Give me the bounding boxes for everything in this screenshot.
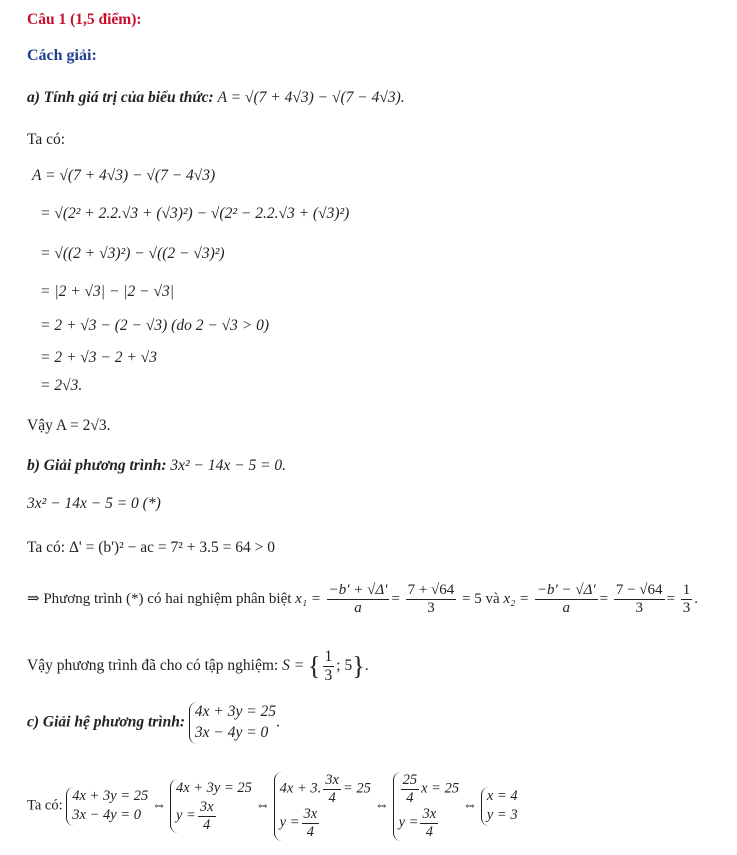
x1-fraction-2	[406, 582, 457, 618]
final-y: y = 3	[486, 807, 518, 824]
x2-fraction-2	[614, 582, 665, 618]
x1-label: x₁ =	[295, 591, 321, 608]
solution-numerator: 1	[324, 648, 333, 665]
part-b-roots-intro: ⇒ Phương trình (*) có hai nghiệm phân biệt	[27, 591, 292, 608]
x1-numerator: −b' + √Δ'	[327, 582, 390, 600]
solution-label: Cách giải:	[27, 47, 97, 64]
step-2-system	[170, 779, 252, 833]
part-a-step-4: = |2 + √3| − |2 − √3|	[40, 283, 175, 300]
step-1-system	[66, 787, 148, 826]
step-1-eq-2: 3x − 4y = 0	[72, 807, 141, 824]
x1-numerator-2: 7 + √64	[406, 582, 457, 600]
system-eq-1: 4x + 3y = 25	[194, 703, 277, 720]
equivalence-arrow-1: ⇔	[151, 797, 167, 814]
x2-fraction	[535, 582, 598, 618]
step-4-eq-1: $\frac{25}{4}$ x = 25	[402, 772, 460, 806]
part-c-system	[189, 702, 276, 744]
step-3-system	[274, 772, 371, 841]
part-b-roots-line: ⇒ Phương trình (*) có hai nghiệm phân biệt x₁ = $\frac{-b' + √\Delta'}{a}$ = $\frac{7 + √64}{3}$ = 5 và x₂ = $\frac{-b' - √\Delta'}{a}$ = $\frac{7 - √64}{3}$ = $\frac{1}{3}$ .	[27, 582, 699, 617]
step-3-eq-2: y = $\frac{3x}{4}$	[279, 806, 318, 841]
part-b-equation: 3x² − 14x − 5 = 0.	[170, 457, 287, 474]
equivalence-arrow-3: ⇔	[374, 797, 389, 814]
part-c-solution-line	[27, 772, 518, 841]
x2-label: x₂ =	[503, 591, 530, 608]
x2-numerator: −b' − √Δ'	[535, 582, 598, 600]
part-b-solution-line: Vậy phương trình đã cho có tập nghiệm: S = { $\frac{1}{3}$ ; 5}.	[27, 648, 369, 684]
part-a-expression: A = √(7 + 4√3) − √(7 − 4√3).	[217, 89, 405, 106]
question-title: Câu 1 (1,5 điểm):	[27, 11, 142, 28]
part-a-conclusion: Vậy A = 2√3.	[27, 417, 111, 434]
step-2-eq-1: 4x + 3y = 25	[175, 780, 252, 797]
x2-denominator-3: 3	[682, 600, 691, 617]
final-x: x = 4	[486, 787, 518, 804]
part-b-solution-intro: Vậy phương trình đã cho có tập nghiệm:	[27, 656, 279, 674]
x2-denominator-2: 3	[635, 600, 643, 617]
part-a-step-1: A = √(7 + 4√3) − √(7 − 4√3)	[32, 167, 216, 184]
part-a-step-7: = 2√3.	[40, 377, 83, 394]
part-a-ta-co: Ta có:	[27, 131, 66, 148]
part-b-equation-star: 3x² − 14x − 5 = 0 (*)	[27, 495, 161, 512]
part-a-step-6: = 2 + √3 − 2 + √3	[40, 349, 157, 366]
part-c-ta-co: Ta có:	[27, 797, 63, 814]
solution-denominator: 3	[324, 666, 333, 684]
solution-fraction	[323, 648, 335, 685]
system-eq-2: 3x − 4y = 0	[194, 723, 269, 741]
step-4-eq-2: y = $\frac{3x}{4}$	[398, 806, 437, 841]
part-b-delta: Ta có: Δ' = (b')² − ac = 7² + 3.5 = 64 > 0	[27, 539, 275, 556]
x2-fraction-3	[681, 582, 693, 618]
x1-value: = 5 và	[462, 591, 500, 608]
x2-numerator-3: 1	[681, 582, 693, 600]
part-b-heading-line	[27, 458, 286, 474]
step-2-eq-2: y = $\frac{3x}{4}$	[175, 798, 214, 833]
step-4-system	[393, 772, 459, 841]
part-a-heading: a) Tính giá trị của biểu thức:	[27, 89, 214, 106]
part-b-heading: b) Giải phương trình:	[27, 457, 167, 474]
part-a-step-2: = √(2² + 2.2.√3 + (√3)²) − √(2² − 2.2.√3 + (√3)²)	[40, 205, 350, 222]
equivalence-arrow-2: ⇔	[255, 797, 271, 814]
part-a-step-5: = 2 + √3 − (2 − √3) (do 2 − √3 > 0)	[40, 317, 270, 334]
part-c-heading-line: c) Giải hệ phương trình: 4x + 3y = 25 3x − 4y = 0 .	[27, 702, 280, 744]
equivalence-arrow-4: ⇔	[462, 797, 478, 814]
x1-denominator: a	[354, 600, 362, 617]
part-a-heading-line	[27, 90, 405, 106]
x1-fraction	[327, 582, 390, 618]
step-3-eq-1: 4x + 3. $\frac{3x}{4}$ = 25	[279, 772, 371, 806]
step-1-eq-1: 4x + 3y = 25	[72, 787, 149, 804]
solution-rest: ; 5	[336, 656, 353, 674]
x2-denominator: a	[562, 600, 571, 617]
final-system	[481, 787, 518, 826]
solution-set-label: S =	[282, 656, 305, 674]
part-c-heading: c) Giải hệ phương trình:	[27, 713, 185, 731]
x1-denominator-2: 3	[427, 600, 435, 617]
x2-numerator-2: 7 − √64	[614, 582, 665, 600]
part-a-step-3: = √((2 + √3)²) − √((2 − √3)²)	[40, 245, 225, 262]
